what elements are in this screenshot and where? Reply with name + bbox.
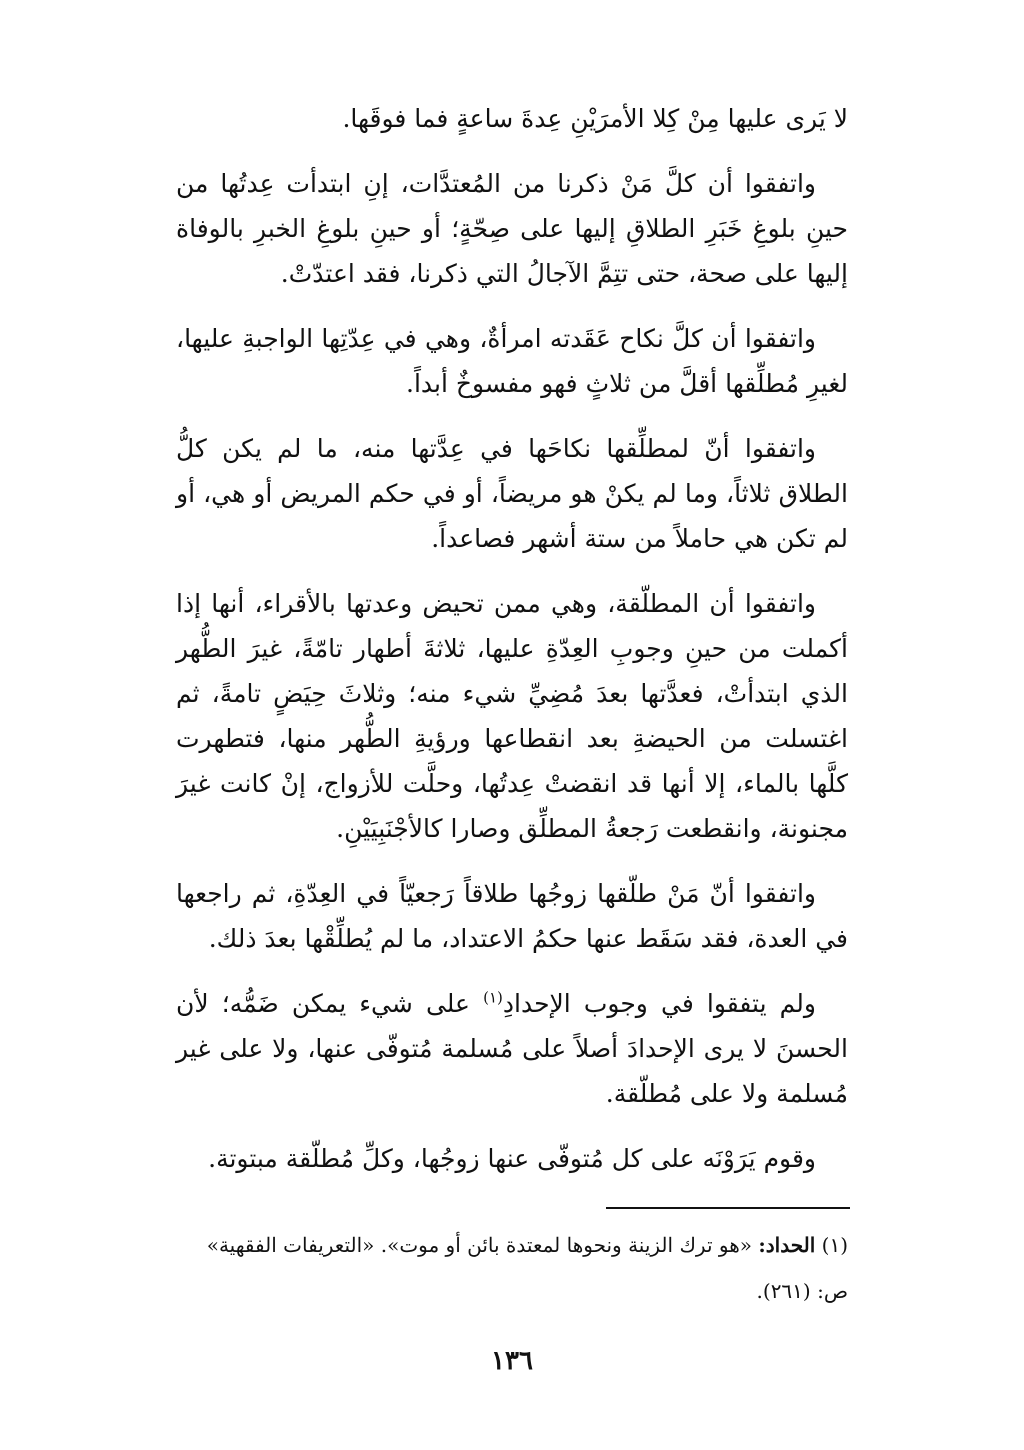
paragraph-5: واتفقوا أن المطلّقة، وهي ممن تحيض وعدتها بالأقراء، أنها إذا أكملت من حينِ وجوبِ العِدّةِ عليها، ثلاثةَ أطهار تامّةً، غيرَ الطُّهر الذي ابتدأتْ، فعدَّتها بعدَ مُضِيِّ شيء منه؛ وثلاثَ حِيَضٍ تامةً، ثم اغتسلت من الحيضةِ بعد انقطاعها ورؤيةِ الطُّهر منها، فتطهرت كلَّها بالماء، إلا أنها قد انقضتْ عِدتُها، وحلَّت للأزواج، إنْ كانت غيرَ مجنونة، وانقطعت رَجعةُ المطلِّق وصارا كالأجْنَبِيَيْنِ. <box>176 589 848 843</box>
paragraph-4: واتفقوا أنّ لمطلِّقها نكاحَها في عِدَّتها منه، ما لم يكن كلُّ الطلاق ثلاثاً، وما لم يكنْ هو مريضاً، أو في حكم المريض أو هي، أو لم تكن هي حاملاً من ستة أشهر فصاعداً. <box>176 434 848 553</box>
page-number: ١٣٦ <box>491 1346 533 1376</box>
paragraph-6: واتفقوا أنّ مَنْ طلّقها زوجُها طلاقاً رَجعيّاً في العِدّةِ، ثم راجعها في العدة، فقد سَقَط عنها حكمُ الاعتداد، ما لم يُطلِّقْها بعدَ ذلك. <box>176 879 848 953</box>
paragraph-2: واتفقوا أن كلَّ مَنْ ذكرنا من المُعتدَّات، إنِ ابتدأت عِدتُها من حينِ بلوغِ خَبَرِ الطلاقِ إليها على صِحّةٍ؛ أو حينِ بلوغِ الخبرِ بالوفاة إليها على صحة، حتى تتِمَّ الآجالُ التي ذكرنا، فقد اعتدّتْ. <box>176 169 848 288</box>
paragraph-8: وقوم يَرَوْنَه على كل مُتوفّى عنها زوجُها، وكلِّ مُطلّقة مبتوتة. <box>208 1144 816 1173</box>
main-text <box>176 96 848 1201</box>
footnote-number: (١) <box>821 1233 848 1257</box>
footnote <box>176 1222 848 1314</box>
paragraph-1: لا يَرى عليها مِنْ كِلا الأمرَيْنِ عِدةَ ساعةٍ فما فوقَها. <box>342 104 848 133</box>
paragraph-3: واتفقوا أن كلَّ نكاح عَقَدته امرأةٌ، وهي في عِدّتِها الواجبةِ عليها، لغيرِ مُطلِّقها أقلَّ من ثلاثٍ فهو مفسوخٌ أبداً. <box>176 324 848 398</box>
paragraph-7-start: ولم يتفقوا في وجوب الإحدادِ <box>502 989 817 1018</box>
paragraph-7-end: على شيء يمكن ضَمُّه؛ لأن الحسنَ لا يرى الإحدادَ أصلاً على مُسلمة مُتوفّى عنها، ولا على غير مُسلمة ولا على مُطلّقة. <box>176 989 848 1108</box>
paragraph-7 <box>176 981 848 1116</box>
footnote-separator <box>606 1207 850 1209</box>
footnote-reference: (١) <box>483 988 503 1007</box>
footnote-text: «هو ترك الزينة ونحوها لمعتدة بائن أو موت». «التعريفات الفقهية» ص: (٢٦١). <box>206 1233 848 1303</box>
footnote-term: الحداد: <box>758 1233 816 1257</box>
